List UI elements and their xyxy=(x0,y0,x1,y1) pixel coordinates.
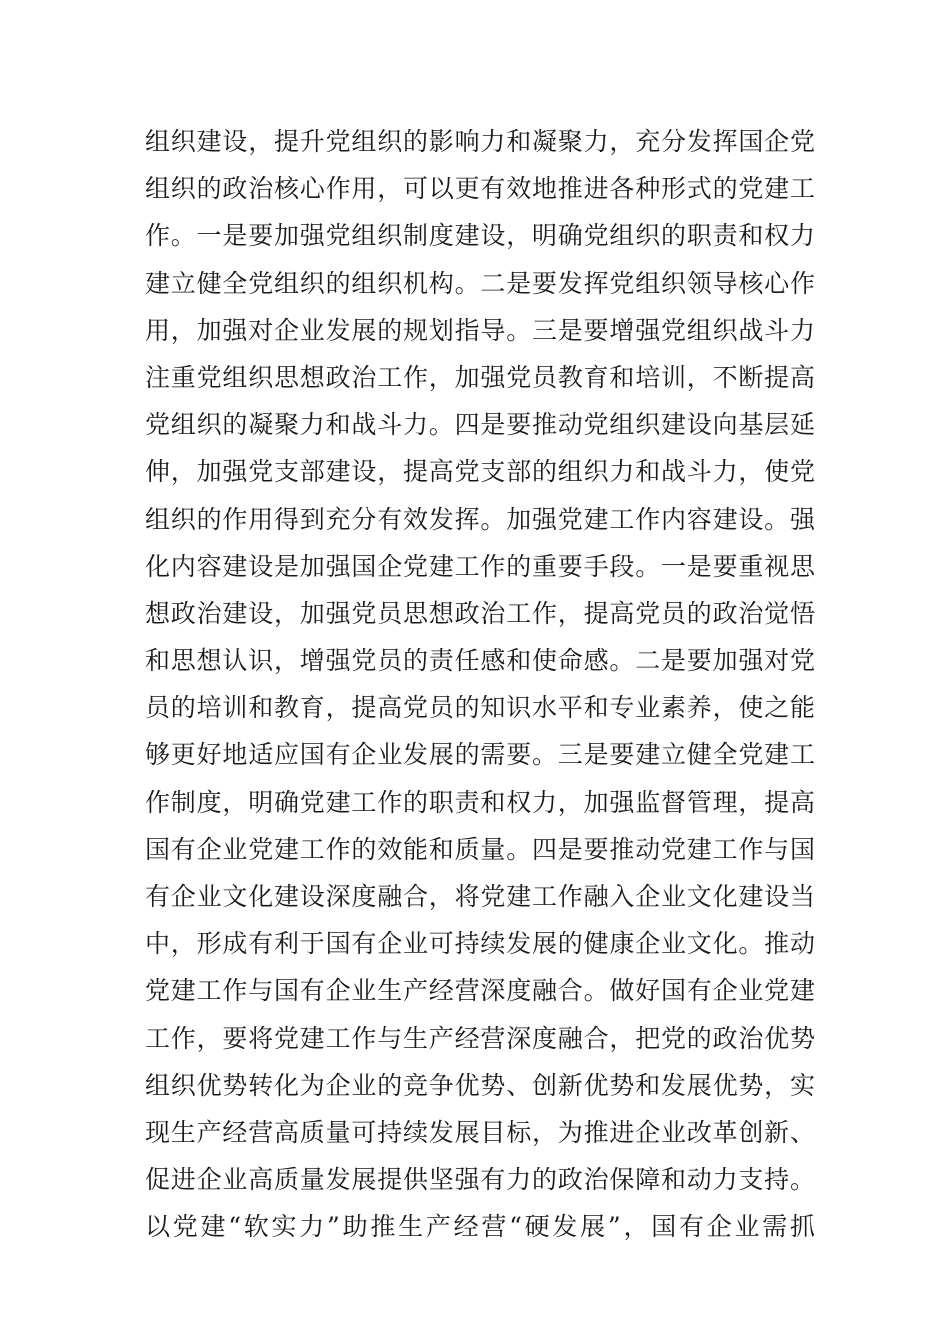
body-text xyxy=(145,118,815,1251)
text-line-7: 党组织的凝聚力和战斗力。四是要推动党组织建设向基层延 xyxy=(145,410,815,440)
text-line-11: 想政治建设，加强党员思想政治工作，提高党员的政治觉悟 xyxy=(145,598,815,628)
text-line-20: 工作，要将党建工作与生产经营深度融合，把党的政治优势 xyxy=(145,1023,815,1053)
text-line-14: 够更好地适应国有企业发展的需要。三是要建立健全党建工 xyxy=(145,740,815,770)
text-line-21: 组织优势转化为企业的竞争优势、创新优势和发展优势，实 xyxy=(145,1070,815,1100)
text-line-13: 员的培训和教育，提高党员的知识水平和专业素养，使之能 xyxy=(145,693,815,723)
text-line-5: 用，加强对企业发展的规划指导。三是要增强党组织战斗力 xyxy=(145,315,815,345)
text-line-3: 作。一是要加强党组织制度建设，明确党组织的职责和权力 xyxy=(145,221,815,251)
text-line-16: 国有企业党建工作的效能和质量。四是要推动党建工作与国 xyxy=(145,834,815,864)
text-line-22: 现生产经营高质量可持续发展目标，为推进企业改革创新、 xyxy=(145,1117,815,1147)
text-line-23: 促进企业高质量发展提供坚强有力的政治保障和动力支持。 xyxy=(145,1165,815,1195)
text-line-2: 组织的政治核心作用，可以更有效地推进各种形式的党建工 xyxy=(145,174,815,204)
text-line-8: 伸，加强党支部建设，提高党支部的组织力和战斗力，使党 xyxy=(145,457,815,487)
text-line-9: 组织的作用得到充分有效发挥。加强党建工作内容建设。强 xyxy=(145,504,815,534)
text-line-6: 注重党组织思想政治工作，加强党员教育和培训，不断提高 xyxy=(145,362,815,392)
text-line-18: 中，形成有利于国有企业可持续发展的健康企业文化。推动 xyxy=(145,929,815,959)
text-line-17: 有企业文化建设深度融合，将党建工作融入企业文化建设当 xyxy=(145,882,815,911)
text-line-4: 建立健全党组织的组织机构。二是要发挥党组织领导核心作 xyxy=(145,268,815,298)
text-line-10: 化内容建设是加强国企党建工作的重要手段。一是要重视思 xyxy=(145,551,815,581)
text-line-19: 党建工作与国有企业生产经营深度融合。做好国有企业党建 xyxy=(145,976,815,1006)
text-line-15: 作制度，明确党建工作的职责和权力，加强监督管理，提高 xyxy=(145,787,815,817)
text-line-12: 和思想认识，增强党员的责任感和使命感。二是要加强对党 xyxy=(145,646,815,676)
text-line-1: 组织建设，提升党组织的影响力和凝聚力，充分发挥国企党 xyxy=(145,127,815,156)
text-line-24: 以党建“软实力”助推生产经营“硬发展”，国有企业需抓 xyxy=(145,1212,815,1242)
